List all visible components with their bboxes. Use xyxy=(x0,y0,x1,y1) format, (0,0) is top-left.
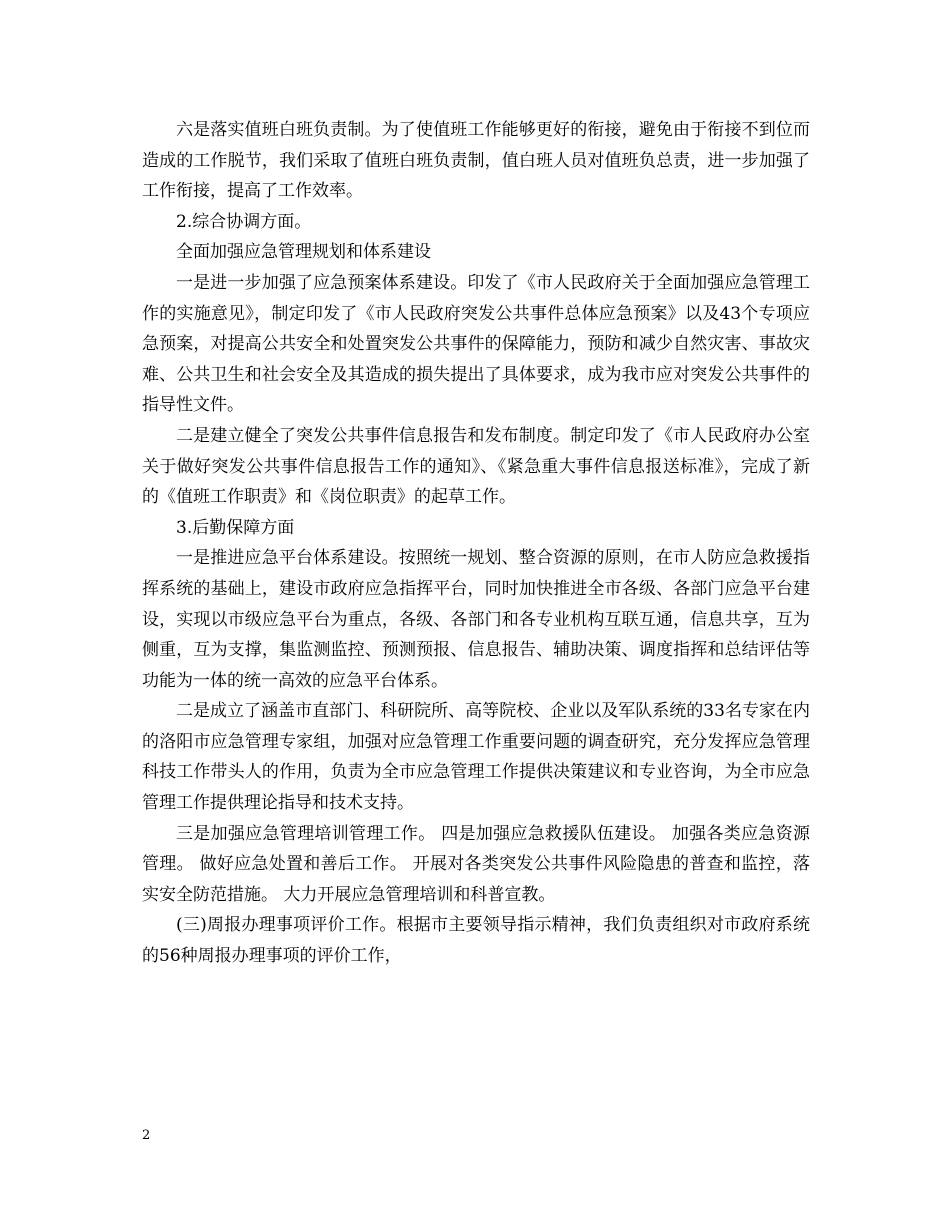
section-heading-coordination: 2.综合协调方面。 xyxy=(176,211,312,232)
document-body xyxy=(142,115,810,972)
paragraph-weekly-report: (三)周报办理事项评价工作。根据市主要领导指示精神，我们负责组织对市政府系统的56种周报办理事项的评价工作， xyxy=(142,915,810,967)
paragraph-training-management: 三是加强应急管理培训管理工作。 四是加强应急救援队伍建设。 加强各类应急资源管理。 做好应急处置和善后工作。 开展对各类突发公共事件风险隐患的普查和监控，落实安全防范措施。 大力开展应急管理培训和科普宣教。 xyxy=(142,823,810,905)
paragraph-emergency-plans: 一是进一步加强了应急预案体系建设。印发了《市人民政府关于全面加强应急管理工作的实施意见》，制定印发了《市人民政府突发公共事件总体应急预案》以及43个专项应急预案，对提高公共安全和处置突发公共事件的保障能力，预防和减少自然灾害、事故灾难、公共卫生和社会安全及其造成的损失提出了具体要求，成为我市应对突发公共事件的指导性文件。 xyxy=(142,272,810,416)
section-heading-logistics: 3.后勤保障方面 xyxy=(176,517,295,538)
paragraph-info-reporting: 二是建立健全了突发公共事件信息报告和发布制度。制定印发了《市人民政府办公室关于做好突发公共事件信息报告工作的通知》、《紧急重大事件信息报送标准》，完成了新的《值班工作职责》和《岗位职责》的起草工作。 xyxy=(142,425,810,508)
paragraph-duty-shift: 六是落实值班白班负责制。为了使值班工作能够更好的衔接，避免由于衔接不到位而造成的工作脱节，我们采取了值班白班负责制，值白班人员对值班负总责，进一步加强了工作衔接，提高了工作效率。 xyxy=(142,120,810,202)
paragraph-emergency-platform: 一是推进应急平台体系建设。按照统一规划、整合资源的原则，在市人防应急救援指挥系统的基础上，建设市政府应急指挥平台，同时加快推进全市各级、各部门应急平台建设，实现以市级应急平台为重点，各级、各部门和各专业机构互联互通，信息共享，互为侧重，互为支撑，集监测监控、预测预报、信息报告、辅助决策、调度指挥和总结评估等功能为一体的统一高效的应急平台体系。 xyxy=(142,548,810,691)
paragraph-expert-group: 二是成立了涵盖市直部门、科研院所、高等院校、企业以及军队系统的33名专家在内的洛阳市应急管理专家组，加强对应急管理工作重要问题的调查研究，充分发挥应急管理科技工作带头人的作用，负责为全市应急管理工作提供决策建议和专业咨询，为全市应急管理工作提供理论指导和技术支持。 xyxy=(142,701,810,814)
subheading-emergency-planning: 全面加强应急管理规划和体系建设 xyxy=(176,242,431,263)
page-number: 2 xyxy=(142,1128,151,1143)
